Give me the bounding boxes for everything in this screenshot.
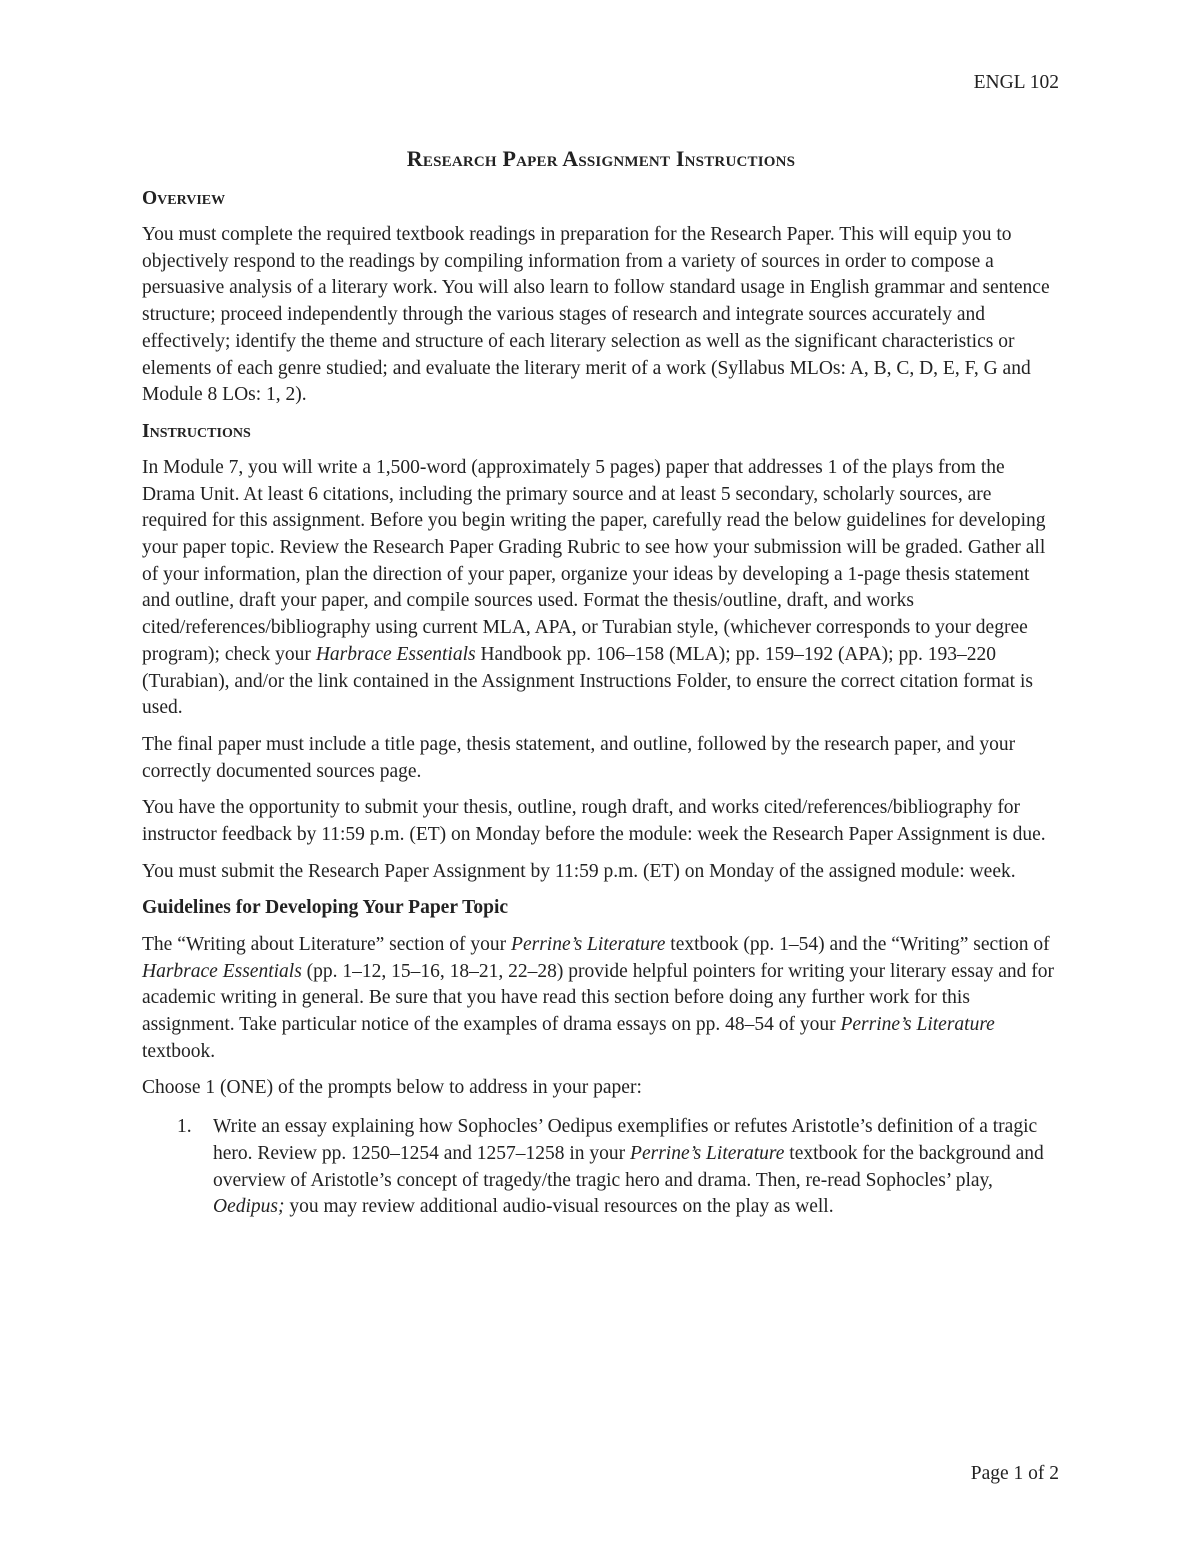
document-body [142,186,1060,1221]
prompt-text-e: you may review additional audio-visual resources on the play as well. [284,1196,834,1218]
page-title: Research Paper Assignment Instructions [406,146,796,171]
guidelines-text-e: (pp. 1–12, 15–16, 18–21, 22–28) provide helpful pointers for writing your literary essay and for academic writing in general. Be sure that you have read this section before doing any further work for this assignment. Take particular notice of the examples of drama essays on pp. 48–54 of your [142,960,1055,1036]
prompt-number: 1. [177,1116,192,1138]
guidelines-text-c: textbook (pp. 1–54) and the “Writing” section of [665,933,1050,955]
choose-prompt-text: Choose 1 (ONE) of the prompts below to address in your paper: [142,1077,642,1099]
guidelines-text-g: textbook. [142,1040,216,1062]
instructions-paragraph-1 [142,455,1060,722]
perrines-literature-title-3: Perrine’s Literature [630,1142,785,1164]
guidelines-paragraph [142,932,1060,1066]
instructions-heading: Instructions [142,420,251,442]
document-page [142,0,1062,1553]
overview-heading: Overview [142,188,226,209]
instructions-p1-text-b: Handbook pp. 106–158 (MLA); pp. 159–192 (APA); pp. 193–220 (Turabian), and/or the link contained in the Assignment Instructions Folder, to ensure the correct citation format is used. [142,643,1033,719]
guidelines-text-a: The “Writing about Literature” section of your [142,933,512,955]
course-code-header: ENGL 102 [973,72,1059,93]
page-number: Page 1 of 2 [970,1463,1059,1484]
prompt-text-a: Write an essay explaining how Sophocles’ Oedipus exemplifies or refutes Aristotle’s definition of a tragic hero. Review pp. 1250–1254 and 1257–1258 in your [213,1116,1038,1164]
instructions-paragraph-2: The final paper must include a title page, thesis statement, and outline, followed by the research paper, and your correctly documented sources page. [142,733,1016,782]
prompt-text-c: textbook for the background and overview of Aristotle’s concept of tragedy/the tragic hero and drama. Then, re-read Sophocles’ play, [213,1142,1044,1191]
perrines-literature-title: Perrine’s Literature [511,933,666,955]
harbrace-essentials-title-2: Harbrace Essentials [142,960,302,982]
perrines-literature-title-2: Perrine’s Literature [840,1014,995,1036]
instructions-paragraph-4: You must submit the Research Paper Assignment by 11:59 p.m. (ET) on Monday of the assigned module: week. [142,860,1016,882]
overview-paragraph: You must complete the required textbook readings in preparation for the Research Paper. This will equip you to objectively respond to the readings by compiling information from a variety of sources in order to compose a persuasive analysis of a literary work. You will also learn to follow standard usage in English grammar and sentence structure; proceed independently through the various stages of research and integrate sources accurately and effectively; identify the theme and structure of each literary selection as well as the significant characteristics or elements of each genre studied; and evaluate the literary merit of a work (Syllabus MLOs: A, B, C, D, E, F, G and Module 8 LOs: 1, 2). [142,224,1050,406]
prompt-list [142,1114,1060,1221]
harbrace-essentials-title: Harbrace Essentials [315,643,476,665]
list-item [142,1114,1060,1221]
instructions-paragraph-3: You have the opportunity to submit your thesis, outline, rough draft, and works cited/references/bibliography for instructor feedback by 11:59 p.m. (ET) on Monday before the module: week the Research Paper Assignment is due. [142,797,1046,846]
oedipus-title: Oedipus; [213,1196,285,1218]
instructions-p1-text-a: In Module 7, you will write a 1,500-word (approximately 5 pages) paper that addresses 1 of the plays from the Drama Unit. At least 6 citations, including the primary source and at least 5 secondary, scholarly sources, are required for this assignment. Before you begin writing the paper, carefully read the below guidelines for developing your paper topic. Review the Research Paper Grading Rubric to see how your submission will be graded. Gather all of your information, plan the direction of your paper, organize your ideas by developing a 1-page thesis statement and outline, draft your paper, and compile sources used. Format the thesis/outline, draft, and works cited/references/bibliography using current MLA, APA, or Turabian style, (whichever corresponds to your degree program); check your [142,456,1046,665]
guidelines-heading: Guidelines for Developing Your Paper Topic [142,897,509,919]
